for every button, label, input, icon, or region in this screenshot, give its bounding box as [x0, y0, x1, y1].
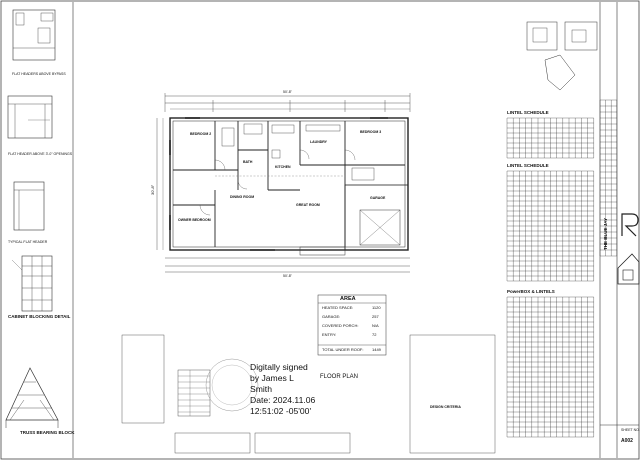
detail-caption-truss-bearing-block: TRUSS BEARING BLOCK	[20, 430, 75, 435]
signature-line: Smith	[250, 384, 272, 394]
signature-line: by James L	[250, 373, 294, 383]
room-owner-bedroom: OWNER BEDROOM	[178, 218, 211, 222]
plan-dim-top: 50'-8"	[283, 90, 292, 94]
area-total-label: TOTAL UNDER ROOF:	[322, 347, 364, 352]
area-row-label: ENTRY:	[322, 332, 337, 337]
area-row-value: 72	[372, 332, 377, 337]
sheet-number: A002	[621, 438, 633, 444]
lintel-schedule-title: LINTEL SCHEDULE	[507, 110, 549, 115]
powerbox-grid	[507, 297, 594, 437]
room-garage: GARAGE	[370, 196, 386, 200]
room-bedroom-2: BEDROOM 2	[190, 132, 212, 136]
area-title: AREA	[340, 296, 356, 302]
design-criteria-title: DESIGN CRITERIA	[430, 405, 461, 409]
area-row-label: GARAGE:	[322, 314, 341, 319]
area-row-label: HEATED SPACE:	[322, 305, 354, 310]
room-bath: BATH	[243, 160, 253, 164]
room-laundry: LAUNDRY	[310, 140, 327, 144]
powerbox-title: PowerBOX & LINTELS	[507, 289, 555, 294]
lintel-schedule-title: LINTEL SCHEDULE	[507, 163, 549, 168]
room-great-room: GREAT ROOM	[296, 203, 320, 207]
area-row-value: N/A	[372, 323, 379, 328]
area-row-value: 1120	[372, 305, 381, 310]
room-kitchen: KITCHEN	[275, 165, 291, 169]
signature-line: Digitally signed	[250, 362, 308, 372]
plan-dim-bottom: 50'-8"	[283, 274, 292, 278]
floor-plan-title: FLOOR PLAN	[320, 374, 359, 380]
area-row-value: 257	[372, 314, 379, 319]
room-dining-room: DINING ROOM	[230, 195, 255, 199]
sheet-no-label: SHEET NO.	[621, 428, 640, 432]
detail-caption-flat-header-openings: FLAT HEADER ABOVE 3'-0" OPENINGS	[8, 152, 73, 156]
detail-caption-flat-headers-bypass: FLAT HEADERS ABOVE BYPASS	[12, 72, 66, 76]
area-total-value: 1449	[372, 347, 381, 352]
signature-line: 12:51:02 -05'00'	[250, 406, 312, 416]
area-row-label: COVERED PORCH:	[322, 323, 359, 328]
digital-signature	[250, 362, 315, 417]
detail-caption-typical-flat-header: TYPICAL FLAT HEADER	[8, 240, 48, 244]
project-name: THE BLUE JAY	[603, 217, 608, 250]
detail-caption-cabinet-blocking: CABINET BLOCKING DETAIL	[8, 314, 71, 319]
plan-dim-left: 30'-8"	[150, 184, 155, 195]
signature-line: Date: 2024.11.06	[250, 395, 316, 405]
lintel-schedule-grid	[507, 171, 594, 281]
room-bedroom-3: BEDROOM 3	[360, 130, 382, 134]
lintel-schedule-grid	[507, 118, 594, 158]
